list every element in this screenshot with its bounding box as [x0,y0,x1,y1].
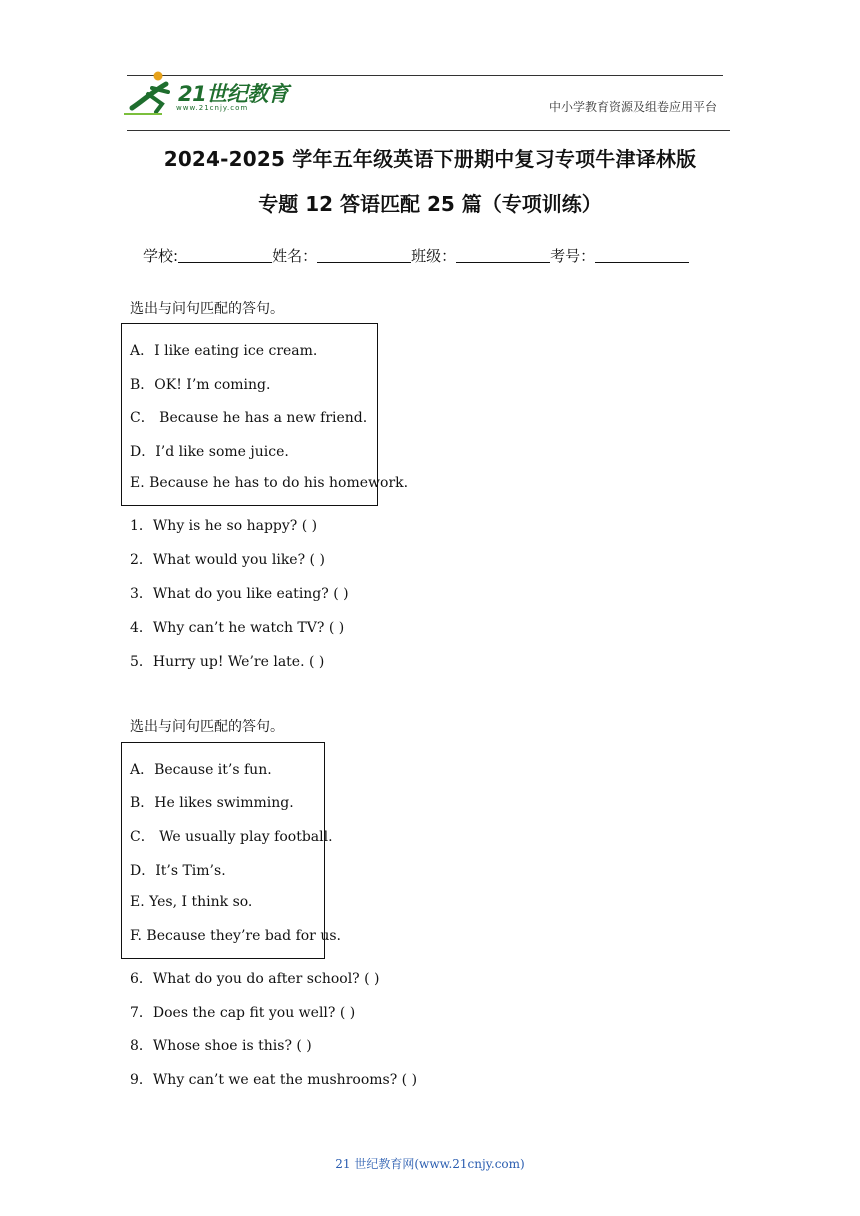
question-8: 8．Whose shoe is this? ( ) [130,1038,312,1054]
section-2-instruction: 选出与问句匹配的答句。 [130,719,284,735]
question-3: 3．What do you like eating? ( ) [130,586,349,602]
logo-url: www.21cnjy.com [176,104,249,112]
exam-no-label: 考号： [550,247,596,265]
question-2: 2．What would you like? ( ) [130,552,325,568]
option-c: C． We usually play football. [130,829,333,845]
option-c: C． Because he has a new friend. [130,410,368,426]
name-blank[interactable] [317,247,411,263]
question-5: 5．Hurry up! We’re late. ( ) [130,654,325,670]
option-d: D．It’s Tim’s. [130,863,226,879]
school-label: 学校: [143,247,179,265]
platform-label: 中小学教育资源及组卷应用平台 [549,100,718,114]
option-e: E. Yes, I think so. [130,894,253,910]
question-9: 9．Why can’t we eat the mushrooms? ( ) [130,1072,418,1088]
option-b: B．OK! I’m coming. [130,377,271,393]
option-b: B．He likes swimming. [130,795,294,811]
footer-link[interactable]: 21 世纪教育网(www.21cnjy.com) [335,1157,525,1171]
option-d: D．I’d like some juice. [130,444,289,460]
class-blank[interactable] [456,247,550,263]
question-4: 4．Why can’t he watch TV? ( ) [130,620,345,636]
question-6: 6．What do you do after school? ( ) [130,971,380,987]
exam-no-blank[interactable] [595,247,689,263]
page-subtitle: 专题 12 答语匹配 25 篇（专项训练） [258,192,602,216]
school-blank[interactable] [178,247,272,263]
option-a: A．Because it’s fun. [130,762,272,778]
class-label: 班级： [411,247,457,265]
student-info-row [143,245,689,266]
name-label: 姓名： [272,247,318,265]
option-e: E. Because he has to do his homework. [130,475,409,491]
header-rule-bottom [127,130,730,131]
option-f: F. Because they’re bad for us. [130,928,341,944]
page-title: 2024-2025 学年五年级英语下册期中复习专项牛津译林版 [163,147,697,171]
logo-text: 21世纪教育 [178,82,289,106]
question-1: 1．Why is he so happy? ( ) [130,518,318,534]
section-1-instruction: 选出与问句匹配的答句。 [130,301,284,317]
question-7: 7．Does the cap fit you well? ( ) [130,1005,356,1021]
option-a: A．I like eating ice cream. [130,343,318,359]
